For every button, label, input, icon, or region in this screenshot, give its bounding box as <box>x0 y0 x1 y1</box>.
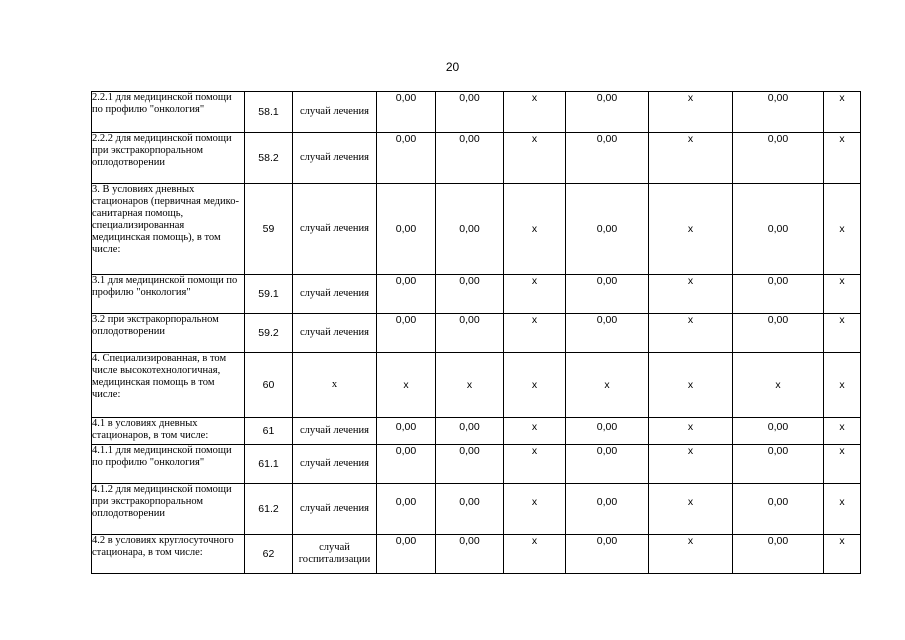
cell-value: х <box>649 133 733 184</box>
cell-value: 0,00 <box>566 484 649 535</box>
row-unit: случай лечения <box>293 314 377 353</box>
row-name: 2.2.1 для медицинской помощи по профилю "онкология" <box>92 92 245 133</box>
cell-value: 0,00 <box>436 418 504 445</box>
cell-value: 0,00 <box>377 445 436 484</box>
cell-value: х <box>504 535 566 574</box>
cell-value: 0,00 <box>566 418 649 445</box>
cell-value: 0,00 <box>733 133 824 184</box>
cell-value: х <box>733 353 824 418</box>
table-row <box>92 535 861 574</box>
row-unit: случай лечения <box>293 92 377 133</box>
cell-value: х <box>824 484 861 535</box>
cell-value: 0,00 <box>377 484 436 535</box>
cell-value: 0,00 <box>436 314 504 353</box>
row-number: 61.2 <box>245 484 293 535</box>
cell-value: х <box>504 314 566 353</box>
table-row <box>92 353 861 418</box>
cell-value: х <box>649 535 733 574</box>
row-name: 3. В условиях дневных стационаров (первичная медико-санитарная помощь, специализированная медицинская помощь), в том числе: <box>92 184 245 275</box>
row-unit: случай лечения <box>293 445 377 484</box>
row-number: 59.1 <box>245 275 293 314</box>
cell-value: 0,00 <box>377 314 436 353</box>
row-unit: случай лечения <box>293 184 377 275</box>
cell-value: х <box>824 418 861 445</box>
table-row <box>92 484 861 535</box>
cell-value: х <box>649 445 733 484</box>
row-unit: случай лечения <box>293 275 377 314</box>
cell-value: х <box>504 484 566 535</box>
data-table <box>91 91 861 574</box>
row-unit: случай лечения <box>293 133 377 184</box>
cell-value: х <box>504 184 566 275</box>
cell-value: 0,00 <box>566 535 649 574</box>
cell-value: 0,00 <box>436 92 504 133</box>
cell-value: 0,00 <box>566 275 649 314</box>
cell-value: х <box>436 353 504 418</box>
cell-value: х <box>649 92 733 133</box>
table-row <box>92 275 861 314</box>
cell-value: х <box>649 418 733 445</box>
cell-value: 0,00 <box>566 133 649 184</box>
row-number: 61.1 <box>245 445 293 484</box>
row-number: 59 <box>245 184 293 275</box>
cell-value: х <box>649 275 733 314</box>
cell-value: 0,00 <box>377 184 436 275</box>
cell-value: 0,00 <box>566 92 649 133</box>
cell-value: х <box>824 184 861 275</box>
cell-value: х <box>649 184 733 275</box>
row-number: 62 <box>245 535 293 574</box>
row-number: 58.1 <box>245 92 293 133</box>
cell-value: 0,00 <box>733 92 824 133</box>
row-name: 3.2 при экстракорпоральном оплодотворении <box>92 314 245 353</box>
row-number: 61 <box>245 418 293 445</box>
cell-value: 0,00 <box>377 535 436 574</box>
cell-value: х <box>504 275 566 314</box>
cell-value: х <box>824 314 861 353</box>
cell-value: 0,00 <box>733 535 824 574</box>
cell-value: 0,00 <box>377 92 436 133</box>
cell-value: 0,00 <box>566 184 649 275</box>
cell-value: 0,00 <box>377 418 436 445</box>
row-unit: случай госпитализации <box>293 535 377 574</box>
row-name: 4.1.2 для медицинской помощи при экстракорпоральном оплодотворении <box>92 484 245 535</box>
cell-value: 0,00 <box>436 484 504 535</box>
cell-value: 0,00 <box>436 275 504 314</box>
row-name: 3.1 для медицинской помощи по профилю "онкология" <box>92 275 245 314</box>
cell-value: 0,00 <box>733 275 824 314</box>
cell-value: 0,00 <box>733 445 824 484</box>
row-name: 4. Специализированная, в том числе высокотехнологичная, медицинская помощь в том числе: <box>92 353 245 418</box>
row-number: 58.2 <box>245 133 293 184</box>
cell-value: х <box>824 92 861 133</box>
cell-value: 0,00 <box>733 484 824 535</box>
row-unit: случай лечения <box>293 418 377 445</box>
cell-value: х <box>824 133 861 184</box>
cell-value: х <box>649 353 733 418</box>
cell-value: 0,00 <box>733 314 824 353</box>
cell-value: 0,00 <box>436 184 504 275</box>
table-row <box>92 418 861 445</box>
cell-value: х <box>504 418 566 445</box>
cell-value: х <box>504 353 566 418</box>
cell-value: х <box>824 535 861 574</box>
row-name: 4.1.1 для медицинской помощи по профилю "онкология" <box>92 445 245 484</box>
cell-value: х <box>824 445 861 484</box>
row-number: 60 <box>245 353 293 418</box>
cell-value: 0,00 <box>436 535 504 574</box>
cell-value: х <box>504 445 566 484</box>
cell-value: х <box>649 484 733 535</box>
cell-value: х <box>504 133 566 184</box>
cell-value: х <box>377 353 436 418</box>
row-name: 4.2 в условиях круглосуточного стационара, в том числе: <box>92 535 245 574</box>
cell-value: х <box>566 353 649 418</box>
cell-value: х <box>824 353 861 418</box>
cell-value: 0,00 <box>566 445 649 484</box>
cell-value: 0,00 <box>377 275 436 314</box>
row-name: 4.1 в условиях дневных стационаров, в том числе: <box>92 418 245 445</box>
cell-value: 0,00 <box>733 184 824 275</box>
row-name: 2.2.2 для медицинской помощи при экстракорпоральном оплодотворении <box>92 133 245 184</box>
cell-value: 0,00 <box>377 133 436 184</box>
table-row <box>92 133 861 184</box>
row-unit: х <box>293 353 377 418</box>
cell-value: 0,00 <box>566 314 649 353</box>
table-row <box>92 92 861 133</box>
page-number: 20 <box>445 60 460 74</box>
cell-value: х <box>649 314 733 353</box>
row-number: 59.2 <box>245 314 293 353</box>
cell-value: х <box>504 92 566 133</box>
table-row <box>92 184 861 275</box>
row-unit: случай лечения <box>293 484 377 535</box>
cell-value: 0,00 <box>436 133 504 184</box>
cell-value: 0,00 <box>436 445 504 484</box>
table-row <box>92 314 861 353</box>
cell-value: 0,00 <box>733 418 824 445</box>
table-row <box>92 445 861 484</box>
cell-value: х <box>824 275 861 314</box>
